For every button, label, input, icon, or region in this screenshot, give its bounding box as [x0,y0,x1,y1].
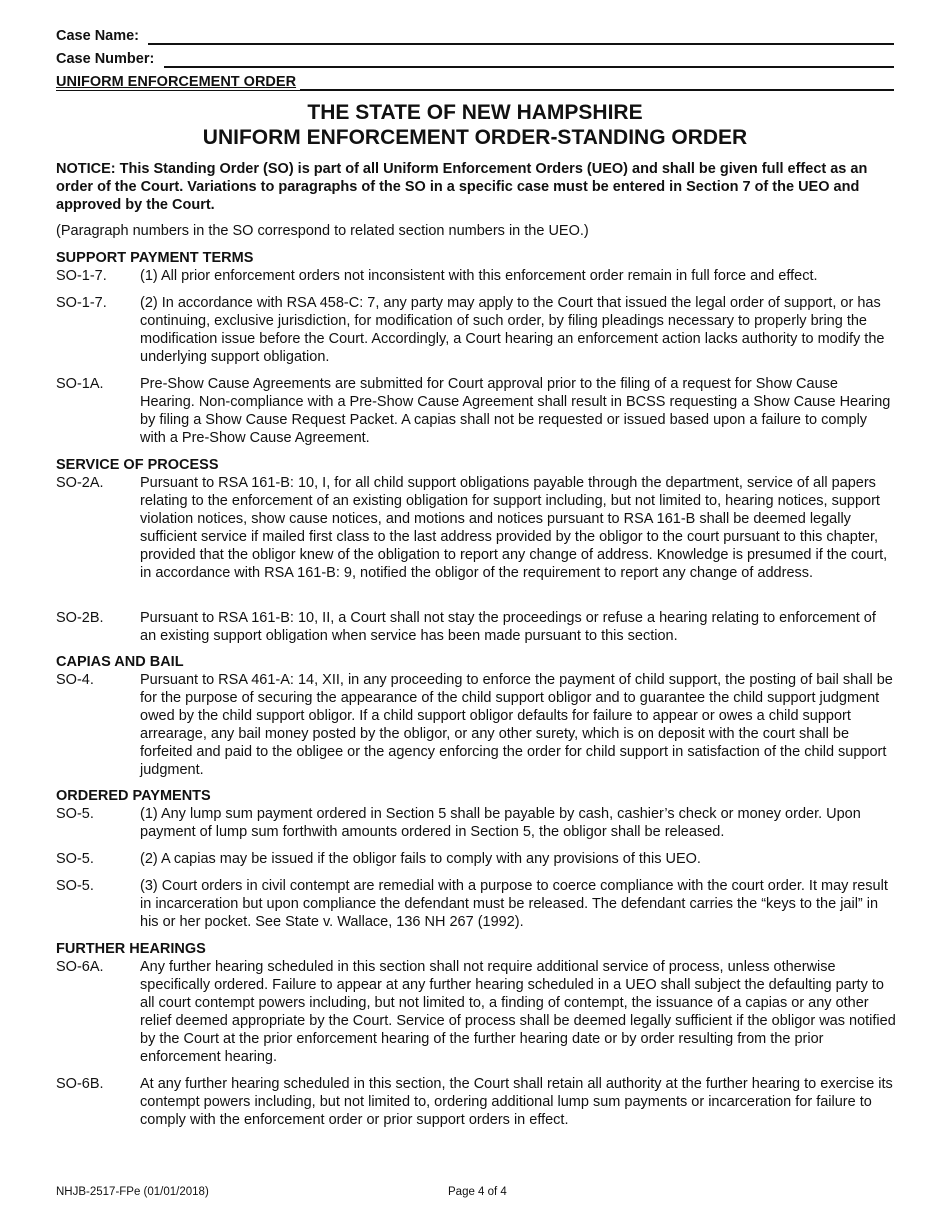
paragraph [56,877,896,931]
case-number-row [56,49,894,69]
title-order: UNIFORM ENFORCEMENT ORDER-STANDING ORDER [202,126,748,149]
case-name-label: Case Name: [56,28,143,44]
paragraph-code: SO-6B. [56,1076,104,1092]
paragraph-code: SO-1-7. [56,295,107,311]
title-state: THE STATE OF NEW HAMPSHIRE [307,101,643,124]
section-title: CAPIAS AND BAIL [56,654,184,670]
paragraph-code: SO-1-7. [56,268,107,284]
paragraph [56,1075,896,1129]
paragraph [56,850,896,868]
uniform-order-row [56,72,894,92]
paragraph-code: SO-1A. [56,376,104,392]
paragraph-code: SO-4. [56,672,94,688]
paragraph [56,474,896,582]
paragraph-text: Pursuant to RSA 161-B: 10, II, a Court shall not stay the proceedings or refuse a hearing relating to enforcement of an existing support obligation when service has been made pursuant to this section. [140,610,876,644]
case-number-label: Case Number: [56,51,158,67]
paragraph [56,805,896,841]
paragraph [56,958,896,1066]
paragraph-text: (1) All prior enforcement orders not inconsistent with this enforcement order remain in full force and effect. [140,268,818,284]
paragraph-text: Any further hearing scheduled in this section shall not require additional service of process, unless otherwise specifically ordered. Failure to appear at any further hearing scheduled in a UEO shall subject the defaulting party to all court contempt powers including, but not limited to, a finding of contempt, the issuance of a capias or any other relief deemed appropriate by the Court. Service of process shall be deemed legally sufficient if the obligor was notified by the Court at the prior enforcement hearing of the further hearing date or by order resulting from the prior enforcement hearing. [140,959,896,1065]
paragraph [56,609,896,645]
paragraph-text: Pursuant to RSA 161-B: 10, I, for all child support obligations payable through the department, service of all papers relating to the enforcement of an existing obligation for support including, but not limited to, hearing notices, support violation notices, show cause notices, and motions and notices pursuant to RSA 161-B shall be deemed legally sufficient service if mailed first class to the last address provided by the obligor to the court pursuant to this chapter, provided that the obligor knew of the obligation to report any change of address. Knowledge is presumed if the court, in accordance with RSA 161-B: 9, notified the obligor of the requirement to report any change of address. [140,475,888,581]
section-title: SUPPORT PAYMENT TERMS [56,250,254,266]
paragraph-text: (1) Any lump sum payment ordered in Section 5 shall be payable by cash, cashier’s check or money order. Upon payment of lump sum forthwith amounts ordered in Section 5, the obligor shall be released. [140,806,861,840]
case-number-field[interactable] [164,66,894,68]
paragraph-text: Pursuant to RSA 461-A: 14, XII, in any proceeding to enforce the payment of child support, the posting of bail shall be for the purpose of securing the appearance of the child support obligor and to guarantee the child support judgment owed by the child support obligor. If a child support obligor defaults for failure to appear or owes a child support arrearage, any bail money posted by the obligor, or any other surety, which is on deposit with the court shall be forfeited and paid to the obligee or the agency enforcing the order for child support in satisfaction of the child support judgment. [140,672,893,778]
paragraph-text: At any further hearing scheduled in this section, the Court shall retain all authority at the further hearing to exercise its contempt powers including, but not limited to, ordering additional lump sum payments or incarceration for failure to comply with the enforcement order or prior support orders in effect. [140,1076,893,1128]
paragraph-code: SO-2A. [56,475,104,491]
notice: NOTICE: This Standing Order (SO) is part of all Uniform Enforcement Orders (UEO) and shall be given full effect as an order of the Court. Variations to paragraphs of the SO in a specific case must be entered in Section 7 of the UEO and approved by the Court. [56,161,868,213]
paragraph-code: SO-5. [56,806,94,822]
section-title: FURTHER HEARINGS [56,941,206,957]
paragraph-text: (2) In accordance with RSA 458-C: 7, any party may apply to the Court that issued the legal order of support, or has continuing, exclusive jurisdiction, for modification of such order, by filing pleadings necessary to properly bring the modification issue before the Court. Accordingly, a Court hearing an enforcement action lacks authority to modify the underlying support obligation. [140,295,885,365]
paragraph [56,375,896,447]
case-name-field[interactable] [148,43,894,45]
paragraph-code: SO-5. [56,851,94,867]
case-name-row [56,26,894,46]
section-title: SERVICE OF PROCESS [56,457,219,473]
paragraph [56,294,896,366]
paragraph-text: (3) Court orders in civil contempt are remedial with a purpose to coerce compliance with the court order. It may result in incarceration but upon compliance the defendant must be released. The defendant carries the “keys to the jail” in his or her pocket. See State v. Wallace, 136 NH 267 (1992). [140,878,888,930]
paragraph-code: SO-6A. [56,959,104,975]
footer-form-id: NHJB-2517-FPe (01/01/2018) [56,1186,209,1198]
uniform-order-label: UNIFORM ENFORCEMENT ORDER [56,74,300,90]
paragraph-code: SO-2B. [56,610,104,626]
paragraph [56,267,896,285]
section-title: ORDERED PAYMENTS [56,788,211,804]
paragraph-text: (2) A capias may be issued if the obligor fails to comply with any provisions of this UEO. [140,851,701,867]
paragraph-note: (Paragraph numbers in the SO correspond to related section numbers in the UEO.) [56,223,589,239]
paragraph-text: Pre-Show Cause Agreements are submitted for Court approval prior to the filing of a request for Show Cause Hearing. Non-compliance with a Pre-Show Cause Agreement shall result in BCSS requesting a Show Cause Hearing by filing a Show Cause Request Packet. A capias shall not be requested or issued based upon a failure to comply with a Pre-Show Cause Agreement. [140,376,891,446]
footer-page-number: Page 4 of 4 [448,1186,507,1198]
paragraph [56,671,896,779]
paragraph-code: SO-5. [56,878,94,894]
